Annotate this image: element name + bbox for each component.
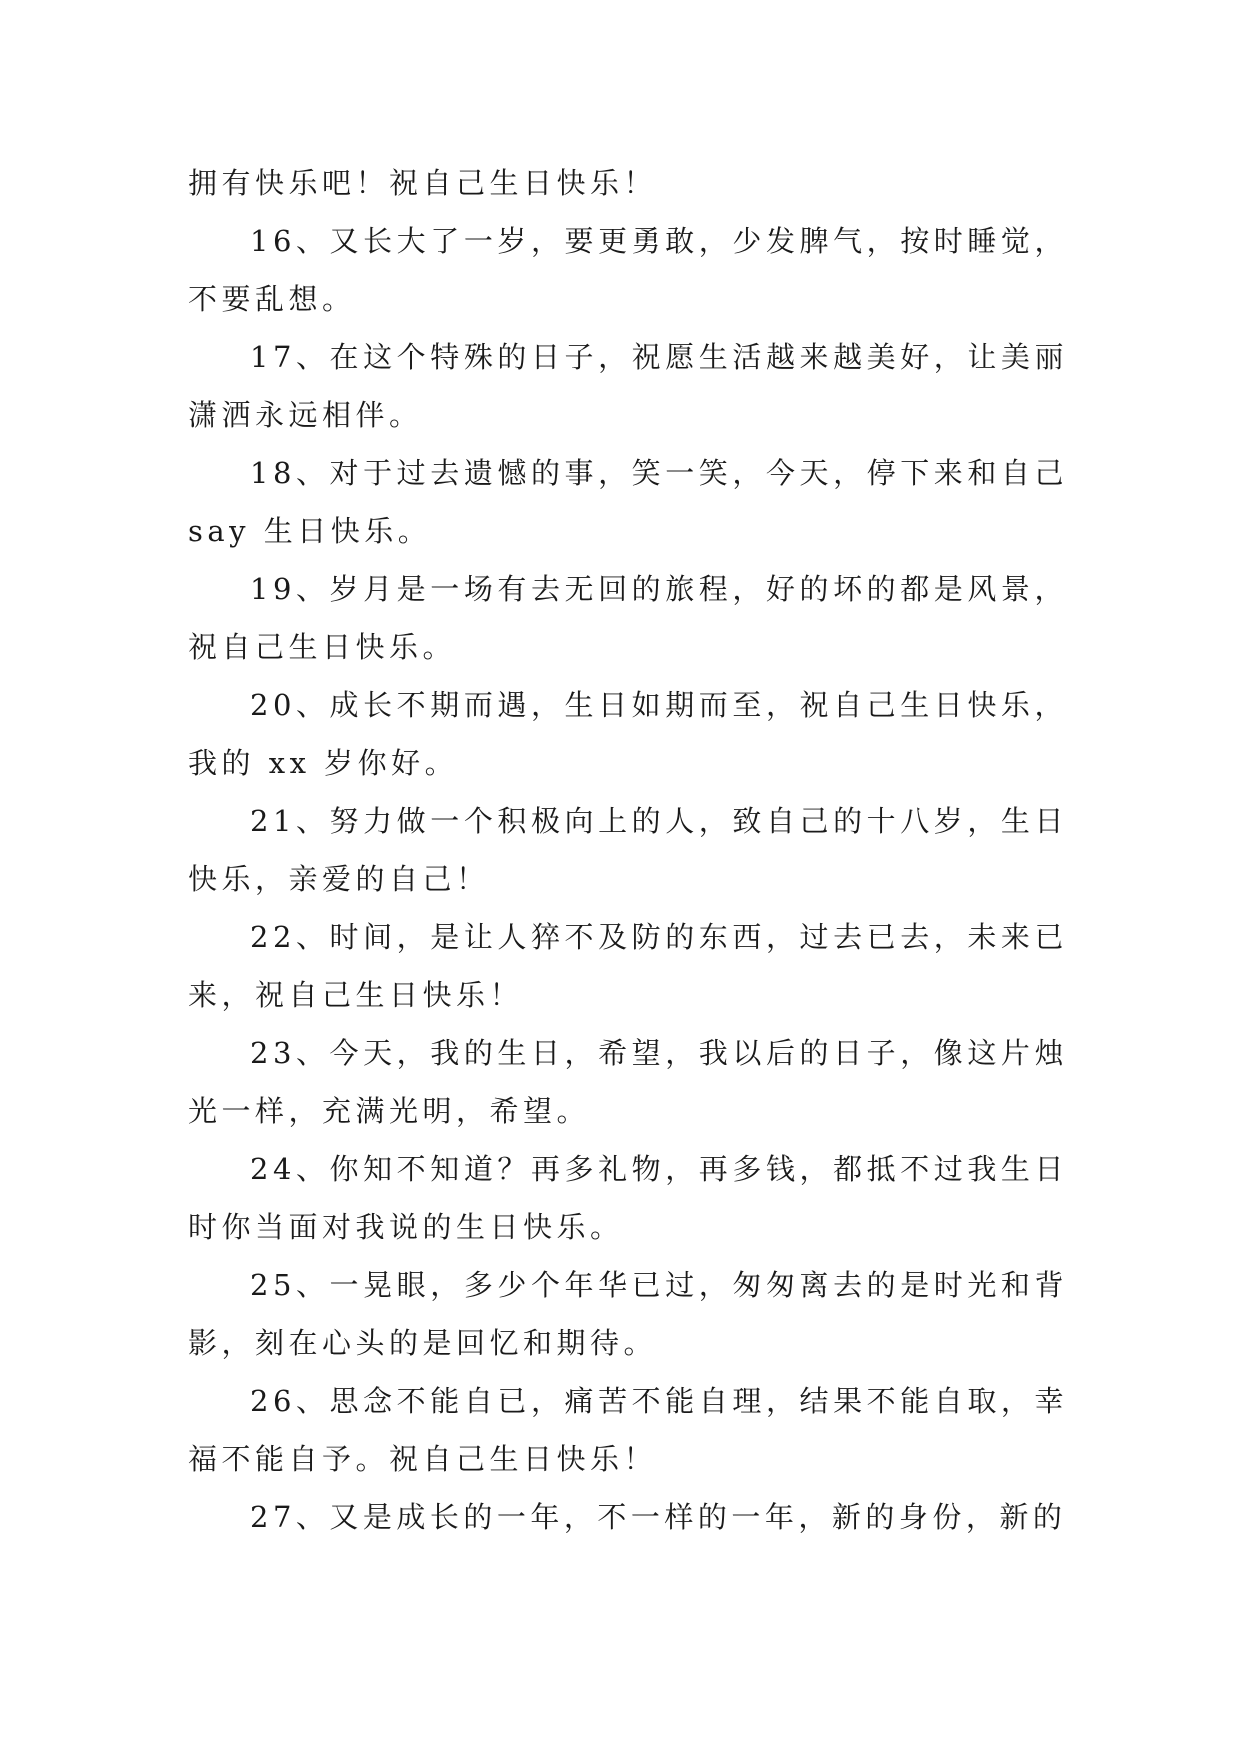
paragraph-continuation: 拥有快乐吧！祝自己生日快乐！: [188, 166, 658, 200]
list-item-20: 20、成长不期而遇，生日如期而至，祝自己生日快乐，我的 xx 岁你好。: [188, 688, 1068, 780]
list-item-23: 23、今天，我的生日，希望，我以后的日子，像这片烛光一样，充满光明，希望。: [188, 1036, 1068, 1128]
list-item-26: 26、思念不能自已，痛苦不能自理，结果不能自取，幸福不能自予。祝自己生日快乐！: [188, 1384, 1068, 1476]
list-item-21: 21、努力做一个积极向上的人，致自己的十八岁，生日快乐，亲爱的自己！: [188, 804, 1068, 896]
list-item-18: 18、对于过去遗憾的事，笑一笑，今天，停下来和自己say 生日快乐。: [188, 456, 1068, 548]
list-item-25: 25、一晃眼，多少个年华已过，匆匆离去的是时光和背影，刻在心头的是回忆和期待。: [188, 1268, 1068, 1360]
list-item-27: 27、又是成长的一年，不一样的一年，新的身份，新的: [250, 1500, 1067, 1534]
list-item-22: 22、时间，是让人猝不及防的东西，过去已去，未来已来，祝自己生日快乐！: [188, 920, 1068, 1012]
document-body: [188, 154, 1068, 1546]
list-item-16: 16、又长大了一岁，要更勇敢，少发脾气，按时睡觉，不要乱想。: [188, 224, 1068, 316]
list-item-24: 24、你知不知道？再多礼物，再多钱，都抵不过我生日时你当面对我说的生日快乐。: [188, 1152, 1068, 1244]
list-item-19: 19、岁月是一场有去无回的旅程，好的坏的都是风景，祝自己生日快乐。: [188, 572, 1068, 664]
list-item-17: 17、在这个特殊的日子，祝愿生活越来越美好，让美丽潇洒永远相伴。: [188, 340, 1068, 432]
